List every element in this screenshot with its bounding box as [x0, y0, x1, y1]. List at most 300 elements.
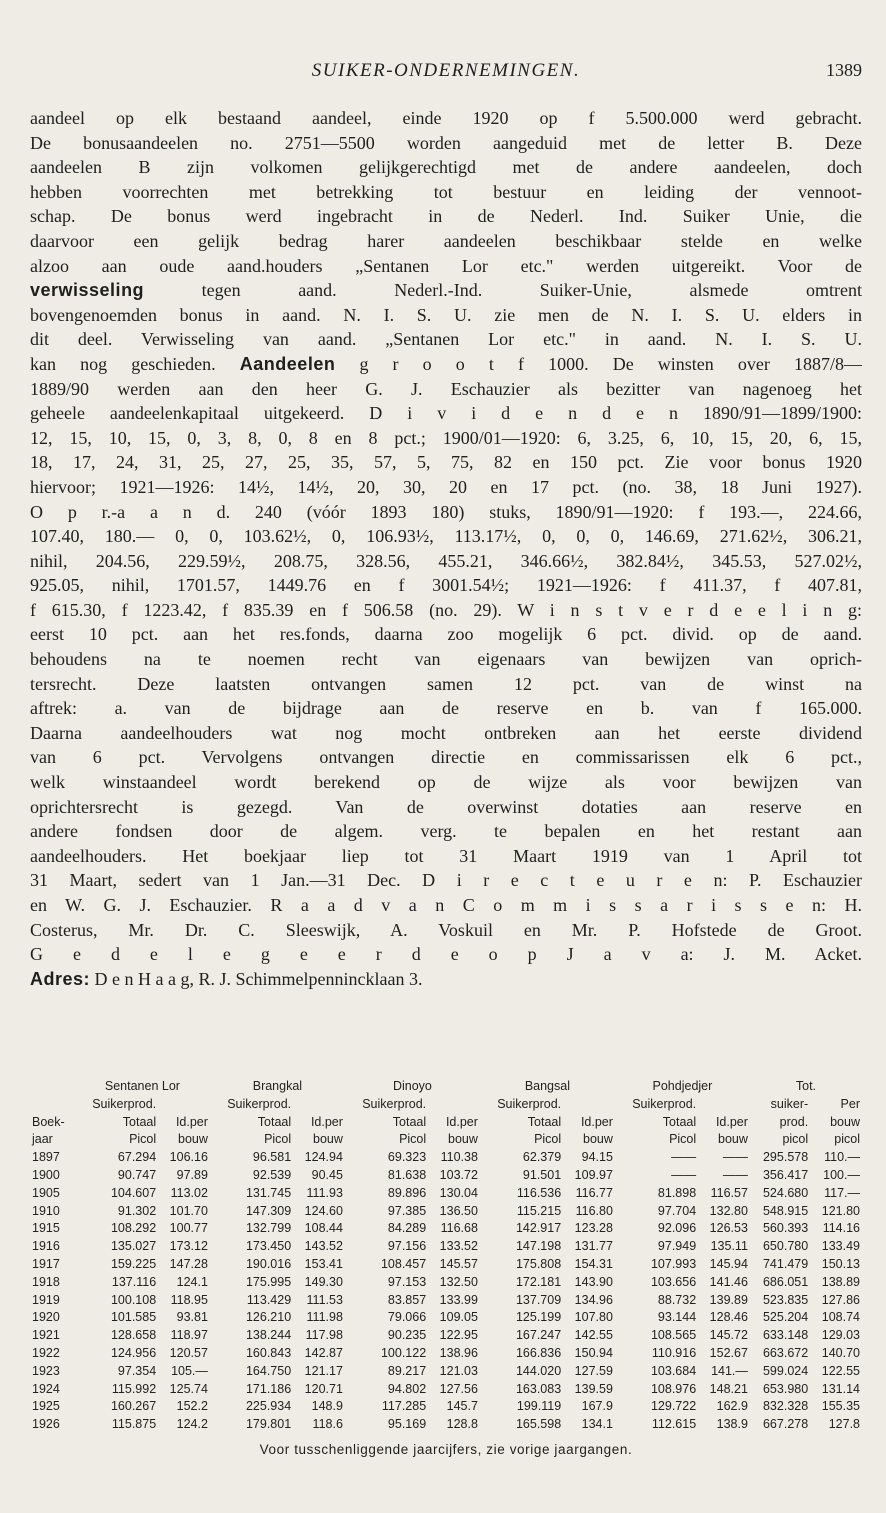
table-cell: 525.204: [762, 1310, 809, 1325]
table-cell: 97.949: [657, 1239, 697, 1254]
table-cell: 79.066: [387, 1310, 427, 1325]
table-row: [30, 1363, 862, 1381]
header-cell: Id.per: [445, 1114, 478, 1129]
table-cell: 97.354: [117, 1363, 157, 1378]
text-line: [30, 573, 862, 598]
group-header: Dinoyo: [392, 1079, 432, 1093]
table-cell: 135.11: [710, 1239, 748, 1254]
table-cell: 149.30: [304, 1274, 343, 1289]
table-cell: 131.14: [821, 1381, 860, 1396]
table-cell: 91.302: [117, 1203, 157, 1218]
table-cell: 147.309: [245, 1203, 292, 1218]
table-cell: 523.835: [762, 1292, 809, 1307]
table-cell: 95.169: [387, 1417, 427, 1432]
table-cell: 132.799: [245, 1221, 292, 1236]
line-segment: hebben voorrechten met betrekking tot bestuur en leiding der vennoot-: [30, 181, 862, 202]
table-cell: 152.67: [709, 1345, 748, 1360]
text-line: [30, 426, 862, 451]
line-segment: D e n H a a g, R. J. Schimmelpennincklaan 3.: [90, 968, 423, 989]
line-segment: Daarna aandeelhouders wat nog mocht ontbreken aan het eerste dividend: [30, 722, 862, 743]
table-cell: 109.97: [574, 1167, 613, 1182]
table-cell: 81.638: [387, 1167, 427, 1182]
table-cell: 147.198: [515, 1239, 562, 1254]
table-cell: 81.898: [657, 1185, 697, 1200]
header-cell: Suikerprod.: [227, 1096, 292, 1111]
table-cell: 97.89: [176, 1167, 208, 1182]
table-cell: 145.57: [439, 1256, 478, 1271]
table-cell: 145.7: [446, 1399, 478, 1414]
header-cell: Picol: [264, 1132, 292, 1147]
text-line: [30, 401, 862, 426]
table-cell: 139.59: [574, 1381, 613, 1396]
text-line: [30, 131, 862, 156]
table-cell: 132.50: [439, 1274, 478, 1289]
table-cell: 137.709: [515, 1292, 562, 1307]
header-cell: [698, 1096, 750, 1114]
table-cell: 117.98: [305, 1328, 343, 1343]
table-cell: 150.94: [574, 1345, 613, 1360]
table-cell: 163.083: [515, 1381, 562, 1396]
table-cell: 173.450: [245, 1239, 292, 1254]
line-segment: andere fondsen door de algem. verg. te bepalen en het restant aan: [30, 821, 862, 842]
header-cell: Totaal: [257, 1114, 292, 1129]
table-cell: 165.598: [515, 1417, 562, 1432]
table-cell: 143.90: [574, 1274, 613, 1289]
table-cell: 138.89: [821, 1274, 860, 1289]
text-line: [30, 180, 862, 205]
table-cell: 128.658: [110, 1328, 157, 1343]
table-cell: 122.55: [821, 1363, 860, 1378]
line-segment: 31 Maart, sedert van 1 Jan.—31 Dec. D i r e c t e u r e n: P. Eschauzier: [30, 870, 862, 891]
line-segment: behoudens na te noemen recht van eigenaars van bewijzen van oprich-: [30, 649, 862, 670]
table-cell: 1910: [32, 1203, 60, 1218]
line-segment: dit deel. Verwisseling van aand. „Sentanen Lor etc." in aand. N. I. S. U.: [30, 329, 862, 350]
running-title: SUIKER-ONDERNEMINGEN.: [311, 60, 581, 81]
table-cell: 135.027: [110, 1239, 157, 1254]
table-cell: 133.49: [821, 1239, 860, 1254]
table-cell: 167.9: [581, 1399, 613, 1414]
table-cell: 111.93: [306, 1185, 343, 1200]
table-cell: 97.704: [657, 1203, 697, 1218]
table-cell: 148.21: [709, 1381, 748, 1396]
table-cell: 118.97: [170, 1328, 208, 1343]
table-cell: 133.99: [439, 1292, 478, 1307]
table-cell: 110.—: [824, 1150, 860, 1165]
table-cell: 1920: [32, 1310, 60, 1325]
table-row: [30, 1167, 862, 1185]
header-cell: [428, 1096, 480, 1114]
table-row: [30, 1292, 862, 1310]
table-cell: 153.41: [304, 1256, 343, 1271]
group-header: Pohdjedjer: [652, 1079, 713, 1093]
table-cell: 741.479: [762, 1256, 809, 1271]
table-cell: 164.750: [245, 1363, 292, 1378]
table-cell: 126.210: [245, 1310, 292, 1325]
text-line: [30, 106, 862, 131]
text-line: [30, 795, 862, 820]
text-line: [30, 524, 862, 549]
table-cell: 138.9: [716, 1417, 748, 1432]
header-cell: Totaal: [392, 1114, 427, 1129]
line-segment: oprichtersrecht is gezegd. Van de overwinst dotaties aan reserve en: [30, 796, 862, 817]
header-cell: jaar: [32, 1132, 53, 1147]
table-cell: 100.122: [380, 1345, 427, 1360]
line-segment: O p r.-a a n d. 240 (vóór 1893 180) stuks, 1890/91—1920: f 193.—, 224.66,: [30, 501, 862, 522]
group-header: Tot.: [795, 1079, 817, 1093]
table-cell: 83.857: [387, 1292, 427, 1307]
line-segment: alzoo aan oude aand.houders „Sentanen Lor etc." werden uitgereikt. Voor de: [30, 255, 862, 276]
table-cell: 113.02: [170, 1185, 208, 1200]
header-cell: [30, 1078, 75, 1096]
table-cell: 137.116: [111, 1274, 157, 1289]
table-cell: 97.156: [387, 1239, 427, 1254]
table-cell: 162.9: [716, 1399, 748, 1414]
table-cell: 150.13: [821, 1256, 860, 1271]
text-line: [30, 598, 862, 623]
table-cell: 118.95: [170, 1292, 208, 1307]
emphasis-text: Adres:: [30, 968, 91, 989]
page-header: [30, 60, 862, 90]
table-cell: 118.6: [312, 1417, 343, 1432]
table-cell: 90.45: [311, 1167, 343, 1182]
table-cell: ——: [722, 1167, 748, 1182]
table-cell: 69.323: [387, 1150, 427, 1165]
table-cell: 88.732: [657, 1292, 697, 1307]
text-line: [30, 155, 862, 180]
table-cell: ——: [722, 1150, 748, 1165]
text-line: [30, 844, 862, 869]
table-cell: 356.417: [762, 1167, 809, 1182]
table-cell: 108.44: [304, 1221, 343, 1236]
table-cell: 129.03: [821, 1328, 860, 1343]
header-cell: [293, 1096, 345, 1114]
header-cell: Picol: [669, 1132, 697, 1147]
text-line: [30, 893, 862, 918]
table-cell: 132.80: [709, 1203, 748, 1218]
group-header: Brangkal: [252, 1079, 303, 1093]
table-cell: 107.80: [574, 1310, 613, 1325]
line-segment: g r o o t f 1000. De winsten over 1887/8—: [335, 353, 862, 374]
table-cell: 133.52: [439, 1239, 478, 1254]
header-cell: Id.per: [715, 1114, 748, 1129]
table-cell: 103.656: [650, 1274, 697, 1289]
table-cell: 173.12: [169, 1239, 208, 1254]
table-cell: 1897: [32, 1150, 60, 1165]
table-cell: 171.186: [245, 1381, 292, 1396]
table-cell: 116.80: [575, 1203, 613, 1218]
table-cell: 111.53: [306, 1292, 343, 1307]
line-segment: 18, 17, 24, 31, 25, 27, 25, 35, 57, 5, 75, 82 en 150 pct. Zie voor bonus 1920: [30, 452, 862, 473]
text-line: [30, 204, 862, 229]
header-cell: bouw: [448, 1132, 478, 1147]
header-cell: Id.per: [580, 1114, 613, 1129]
table-cell: 650.780: [762, 1239, 809, 1254]
table-subheader-row: [30, 1131, 862, 1149]
table-cell: 126.53: [709, 1221, 748, 1236]
text-line: [30, 745, 862, 770]
table-cell: 1917: [32, 1256, 60, 1271]
production-table: [30, 1078, 862, 1434]
line-segment: eerst 10 pct. aan het res.fonds, daarna zoo mogelijk 6 pct. divid. op de aand.: [30, 624, 862, 645]
header-cell: suiker-: [770, 1096, 809, 1111]
header-cell: bouw: [583, 1132, 613, 1147]
table-row: [30, 1398, 862, 1416]
header-cell: Suikerprod.: [632, 1096, 697, 1111]
table-cell: 116.68: [440, 1221, 478, 1236]
line-segment: aandeel op elk bestaand aandeel, einde 1920 op f 5.500.000 werd gebracht.: [30, 108, 862, 128]
table-cell: 160.843: [245, 1345, 292, 1360]
table-cell: 117.—: [824, 1185, 860, 1200]
table-cell: 100.108: [110, 1292, 157, 1307]
line-segment: f 615.30, f 1223.42, f 835.39 en f 506.58 (no. 29). W i n s t v e r d e e l i n g:: [30, 599, 862, 620]
table-cell: 115.992: [111, 1381, 157, 1396]
table-cell: 131.745: [245, 1185, 292, 1200]
table-cell: 832.328: [762, 1399, 809, 1414]
table-cell: 1923: [32, 1363, 60, 1378]
line-segment: schap. De bonus werd ingebracht in de Nederl. Ind. Suiker Unie, die: [30, 206, 862, 227]
table-row: [30, 1256, 862, 1274]
text-line: [30, 303, 862, 328]
text-line: [30, 622, 862, 647]
table-cell: 125.74: [169, 1381, 208, 1396]
table-cell: 62.379: [522, 1150, 562, 1165]
table-cell: 94.802: [387, 1381, 427, 1396]
header-cell: Totaal: [662, 1114, 697, 1129]
table-cell: 104.607: [110, 1185, 157, 1200]
line-segment: aandeelen B zijn volkomen gelijkgerechtigd met de andere aandeelen, doch: [30, 157, 862, 178]
table-cell: 1926: [32, 1417, 60, 1432]
table-row: [30, 1381, 862, 1399]
table-cell: 120.57: [169, 1345, 208, 1360]
text-line: [30, 696, 862, 721]
table-cell: 89.896: [387, 1185, 427, 1200]
header-cell: Suikerprod.: [497, 1096, 562, 1111]
text-line: [30, 770, 862, 795]
table-cell: 175.995: [245, 1274, 292, 1289]
text-line: [30, 278, 862, 303]
table-cell: 115.875: [111, 1417, 157, 1432]
table-cell: 97.153: [387, 1274, 427, 1289]
table-cell: 90.747: [117, 1167, 157, 1182]
table-cell: 179.801: [245, 1417, 292, 1432]
table-cell: 136.50: [439, 1203, 478, 1218]
table-cell: 134.1: [581, 1417, 613, 1432]
table-cell: 91.501: [522, 1167, 562, 1182]
table-cell: 653.980: [762, 1381, 809, 1396]
emphasis-text: Aandeelen: [239, 353, 336, 374]
table-cell: 105.—: [171, 1363, 208, 1378]
table-cell: 122.95: [439, 1328, 478, 1343]
text-line: [30, 450, 862, 475]
table-cell: 154.31: [574, 1256, 613, 1271]
text-line: [30, 819, 862, 844]
table-cell: 90.235: [387, 1328, 427, 1343]
header-cell: bouw: [830, 1114, 860, 1129]
table-cell: 120.71: [304, 1381, 343, 1396]
table-cell: 103.72: [439, 1167, 478, 1182]
text-line: [30, 500, 862, 525]
header-cell: picol: [834, 1132, 860, 1147]
table-cell: 89.217: [387, 1363, 427, 1378]
line-segment: tegen aand. Nederl.-Ind. Suiker-Unie, alsmede omtrent: [144, 280, 862, 301]
table-cell: 633.148: [762, 1328, 809, 1343]
table-cell: 166.836: [515, 1345, 562, 1360]
table-cell: 1918: [32, 1274, 60, 1289]
table-cell: 112.615: [651, 1417, 697, 1432]
table-cell: 1925: [32, 1399, 60, 1414]
table-cell: 108.457: [380, 1256, 427, 1271]
table-cell: 524.680: [762, 1185, 809, 1200]
line-segment: daarvoor een gelijk bedrag harer aandeelen beschikbaar stelde en welke: [30, 230, 862, 251]
table-cell: 159.225: [110, 1256, 157, 1271]
header-cell: Picol: [399, 1132, 427, 1147]
table-cell: 101.585: [110, 1310, 157, 1325]
line-segment: aftrek: a. van de bijdrage aan de reserve en b. van f 165.000.: [30, 698, 862, 719]
table-cell: 128.8: [446, 1417, 478, 1432]
header-cell: Id.per: [310, 1114, 343, 1129]
table-cell: 138.96: [439, 1345, 478, 1360]
table-cell: 121.17: [304, 1363, 343, 1378]
line-segment: nihil, 204.56, 229.59½, 208.75, 328.56, 455.21, 346.66½, 382.84½, 345.53, 527.02½,: [30, 550, 862, 571]
header-cell: Per: [840, 1096, 860, 1111]
header-cell: Suikerprod.: [92, 1096, 157, 1111]
table-cell: 116.536: [516, 1185, 562, 1200]
table-cell: 107.993: [650, 1256, 697, 1271]
header-cell: picol: [782, 1132, 809, 1147]
table-cell: 108.74: [821, 1310, 860, 1325]
line-segment: 12, 15, 10, 15, 0, 3, 8, 0, 8 en 8 pct.; 1900/01—1920: 6, 3.25, 6, 10, 15, 20, 6, 15,: [30, 427, 862, 448]
table-row: [30, 1309, 862, 1327]
table-cell: 225.934: [245, 1399, 292, 1414]
text-line: [30, 868, 862, 893]
table-cell: 686.051: [762, 1274, 809, 1289]
text-line: [30, 229, 862, 254]
line-segment: van 6 pct. Vervolgens ontvangen directie en commissarissen elk 6 pct.,: [30, 747, 862, 768]
table-cell: 109.05: [439, 1310, 478, 1325]
table-cell: 129.722: [650, 1399, 697, 1414]
table-cell: 67.294: [117, 1150, 157, 1165]
table-cell: 160.267: [110, 1399, 157, 1414]
header-cell: prod.: [779, 1114, 809, 1129]
table-row: [30, 1238, 862, 1256]
text-line: [30, 549, 862, 574]
text-line: [30, 967, 862, 992]
header-cell: Suikerprod.: [362, 1096, 427, 1111]
table-cell: 117.285: [381, 1399, 427, 1414]
header-cell: Picol: [129, 1132, 157, 1147]
line-segment: tersrecht. Deze laatsten ontvangen samen 12 pct. van de winst na: [30, 673, 862, 694]
table-cell: 1921: [32, 1328, 60, 1343]
table-cell: 100.—: [823, 1167, 860, 1182]
table-cell: 108.565: [650, 1328, 697, 1343]
table-cell: 1905: [32, 1185, 60, 1200]
table-cell: 124.60: [304, 1203, 343, 1218]
table-cell: 145.94: [709, 1256, 748, 1271]
text-line: [30, 721, 862, 746]
table-cell: 111.98: [306, 1310, 343, 1325]
table-cell: 92.096: [657, 1221, 697, 1236]
table-cell: 106.16: [169, 1150, 208, 1165]
table-cell: 108.976: [650, 1381, 697, 1396]
line-segment: kan nog geschieden.: [30, 353, 240, 374]
page-number: 1389: [826, 60, 862, 80]
table-cell: 142.917: [515, 1221, 562, 1236]
table-cell: 94.15: [581, 1150, 613, 1165]
text-line: [30, 377, 862, 402]
body-text: [30, 106, 862, 991]
table-cell: 599.024: [762, 1363, 809, 1378]
table-cell: 141.—: [711, 1363, 748, 1378]
table-cell: 127.8: [828, 1417, 860, 1432]
text-line: [30, 672, 862, 697]
table-cell: 1915: [32, 1221, 60, 1236]
production-table-area: [30, 1078, 862, 1457]
header-cell: bouw: [718, 1132, 748, 1147]
table-cell: 124.94: [304, 1150, 343, 1165]
table-cell: 663.672: [762, 1345, 809, 1360]
table-cell: 1922: [32, 1345, 60, 1360]
table-cell: 140.70: [821, 1345, 860, 1360]
table-row: [30, 1416, 862, 1434]
table-cell: 1900: [32, 1167, 60, 1182]
table-row: [30, 1220, 862, 1238]
line-segment: G e d e l e g e e r d e o p J a v a: J. M. Acket.: [30, 944, 862, 965]
table-cell: 131.77: [574, 1239, 613, 1254]
table-row: [30, 1149, 862, 1167]
table-cell: 110.38: [440, 1150, 478, 1165]
table-footnote: Voor tusschenliggende jaarcijfers, zie vorige jaargangen.: [259, 1441, 633, 1457]
table-cell: 144.020: [515, 1363, 562, 1378]
table-cell: 667.278: [762, 1417, 809, 1432]
table-cell: 101.70: [169, 1203, 208, 1218]
table-cell: 124.2: [176, 1417, 208, 1432]
line-segment: 925.05, nihil, 1701.57, 1449.76 en f 3001.54½; 1921—1926: f 411.37, f 407.81,: [30, 575, 862, 596]
table-cell: 114.16: [822, 1221, 860, 1236]
header-cell: Boek-: [32, 1114, 65, 1129]
table-cell: 134.96: [574, 1292, 613, 1307]
table-cell: 128.46: [709, 1310, 748, 1325]
table-cell: 96.581: [252, 1150, 292, 1165]
table-cell: 139.89: [709, 1292, 748, 1307]
table-cell: 127.86: [821, 1292, 860, 1307]
table-cell: 147.28: [169, 1256, 208, 1271]
table-cell: 127.56: [439, 1381, 478, 1396]
table-cell: 155.35: [821, 1399, 860, 1414]
line-segment: geheele aandeelenkapitaal uitgekeerd. D i v i d e n d e n 1890/91—1899/1900:: [30, 403, 862, 424]
table-cell: 143.52: [304, 1239, 343, 1254]
header-cell: [30, 1096, 75, 1114]
table-cell: ——: [671, 1167, 697, 1182]
table-group-header-row: [30, 1078, 862, 1096]
emphasis-text: verwisseling: [30, 280, 145, 301]
header-cell: Picol: [534, 1132, 562, 1147]
table-cell: 167.247: [515, 1328, 562, 1343]
text-line: [30, 475, 862, 500]
table-cell: 84.289: [387, 1221, 427, 1236]
table-cell: 141.46: [709, 1274, 748, 1289]
table-cell: 138.244: [245, 1328, 292, 1343]
header-cell: Id.per: [175, 1114, 208, 1129]
table-cell: 145.72: [709, 1328, 748, 1343]
table-cell: 113.429: [246, 1292, 292, 1307]
table-cell: 172.181: [515, 1274, 562, 1289]
table-cell: 108.292: [110, 1221, 157, 1236]
table-cell: 124.956: [110, 1345, 157, 1360]
text-line: [30, 942, 862, 967]
line-segment: Costerus, Mr. Dr. C. Sleeswijk, A. Voskuil en Mr. P. Hofstede de Groot.: [30, 919, 862, 940]
header-cell: bouw: [313, 1132, 343, 1147]
header-cell: Totaal: [527, 1114, 562, 1129]
